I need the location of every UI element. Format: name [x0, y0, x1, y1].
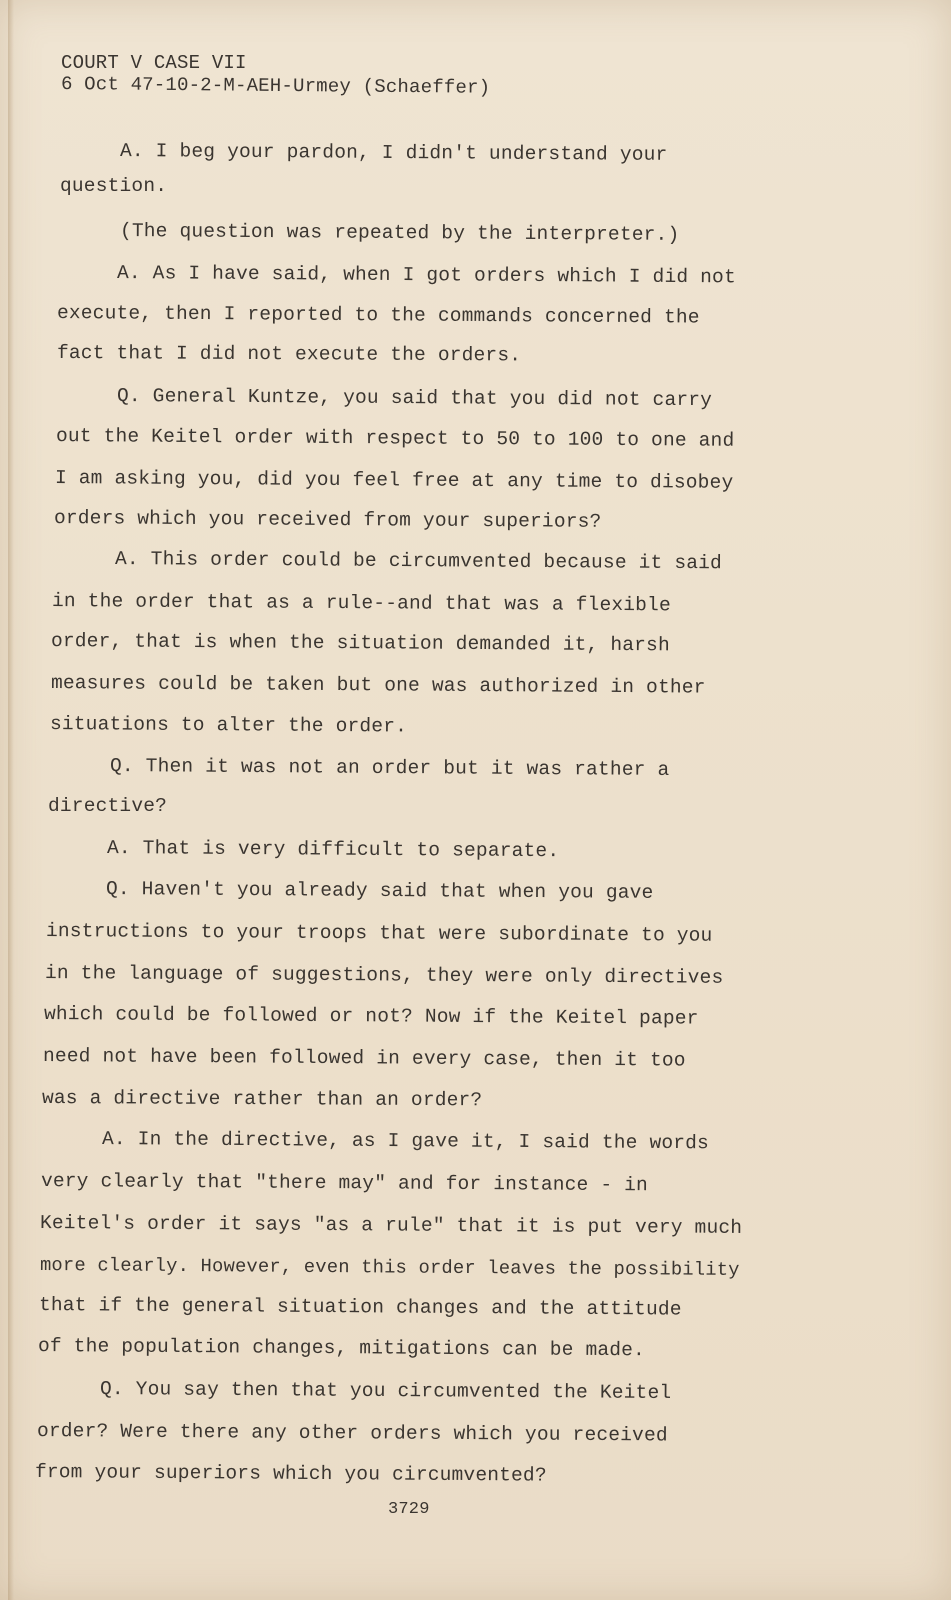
transcript-line: Q. Haven't you already said that when you gave: [105, 878, 654, 904]
transcript-line: A. That is very difficult to separate.: [106, 837, 560, 863]
transcript-line: need not have been followed in every case, then it too: [42, 1045, 686, 1072]
transcript-line: out the Keitel order with respect to 50 to 100 to one and: [55, 425, 735, 452]
transcript-line: order? Were there any other orders which you received: [36, 1420, 668, 1447]
transcript-line: order, that is when the situation demanded it, harsh: [50, 630, 670, 657]
transcript-line: situations to alter the order.: [49, 713, 408, 738]
transcript-line: question.: [60, 175, 168, 197]
header-court-case: COURT V CASE VII: [61, 52, 247, 74]
transcript-line: A. As I have said, when I got orders which I did not: [116, 262, 736, 289]
transcript-line: Q. Then it was not an order but it was rather a: [109, 755, 670, 781]
transcript-line: more clearly. However, even this order leaves the possibility: [39, 1254, 740, 1281]
transcript-line: A. This order could be circumvented because it said: [114, 548, 723, 575]
transcript-line: fact that I did not execute the orders.: [56, 342, 522, 367]
transcript-line: was a directive rather than an order?: [41, 1087, 483, 1112]
header-date-reporter: 6 Oct 47-10-2-M-AEH-Urmey (Schaeffer): [60, 73, 491, 99]
transcript-line: Q. You say then that you circumvented the Keitel: [99, 1378, 672, 1404]
transcript-line: in the language of suggestions, they were only directives: [44, 962, 724, 989]
transcript-line: I am asking you, did you feel free at any time to disobey: [54, 467, 734, 494]
transcript-line: measures could be taken but one was authorized in other: [50, 672, 706, 699]
transcript-line: instructions to your troops that were subordinate to you: [45, 920, 713, 947]
transcript-line: that if the general situation changes and the attitude: [38, 1294, 682, 1321]
transcript-line: Q. General Kuntze, you said that you did not carry: [116, 385, 713, 412]
transcript-line: orders which you received from your superiors?: [53, 507, 602, 533]
page-number: 3729: [388, 1500, 430, 1519]
transcript-line: very clearly that "there may" and for instance - in: [40, 1170, 649, 1197]
transcript-line: from your superiors which you circumvented?: [34, 1461, 547, 1487]
transcript-line: which could be followed or not? Now if the Keitel paper: [43, 1003, 699, 1030]
transcript-line: (The question was repeated by the interpreter.): [119, 220, 680, 246]
transcript-line: directive?: [48, 795, 168, 817]
transcript-line: A. In the directive, as I gave it, I said the words: [101, 1128, 710, 1155]
transcript-line: in the order that as a rule--and that was a flexible: [51, 590, 671, 617]
transcript-line: of the population changes, mitigations can be made.: [37, 1335, 646, 1362]
transcript-line: Keitel's order it says "as a rule" that it is put very much: [39, 1212, 743, 1239]
transcript-line: execute, then I reported to the commands concerned the: [56, 302, 700, 329]
transcript-line: A. I beg your pardon, I didn't understand your: [119, 140, 668, 166]
